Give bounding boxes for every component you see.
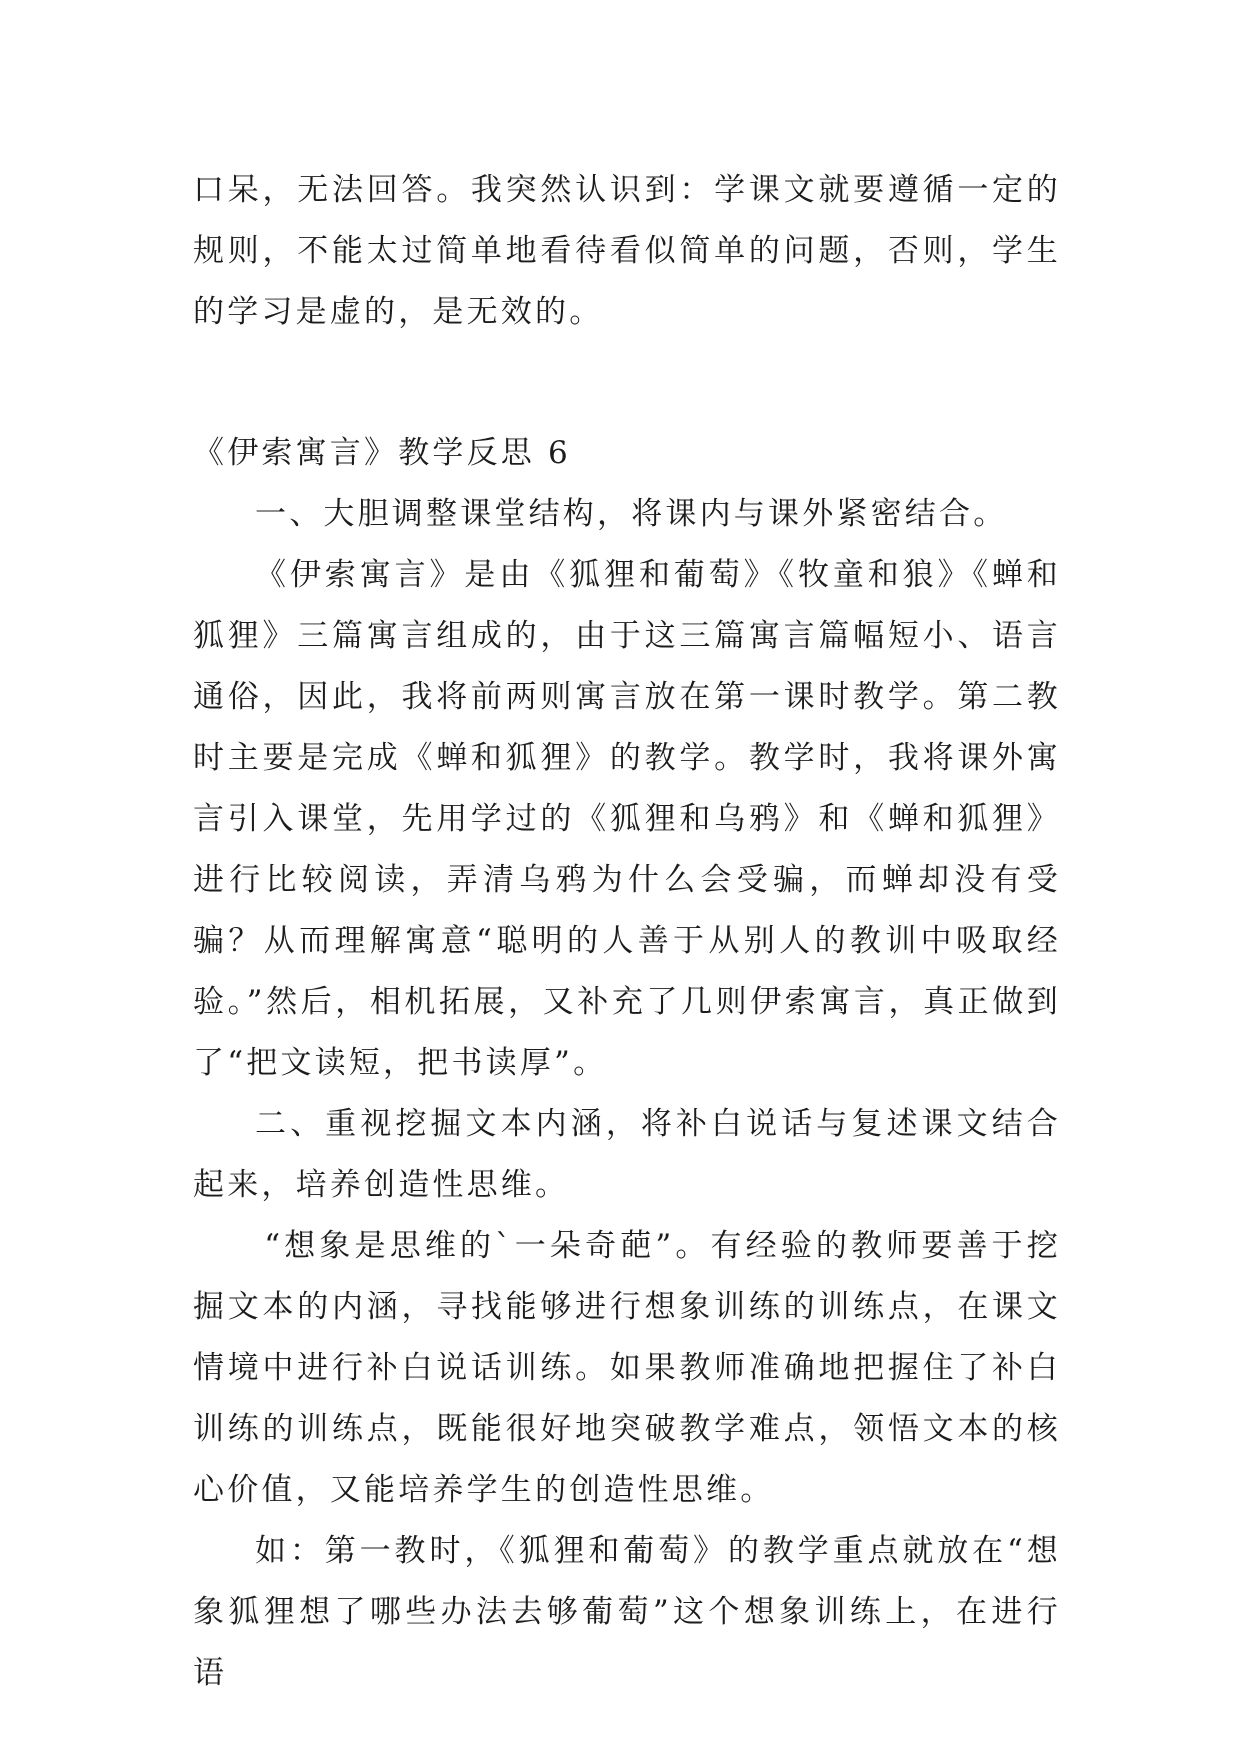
paragraph-point-two: 二、重视挖掘文本内涵，将补白说话与复述课文结合起来，培养创造性思维。 bbox=[193, 1106, 1061, 1203]
paragraph-example: 如：第一教时，《狐狸和葡萄》的教学重点就放在“想象狐狸想了哪些办法去够葡萄”这个想象训练上，在进行语 bbox=[193, 1533, 1061, 1691]
document-body bbox=[193, 160, 1061, 1704]
section-gap bbox=[193, 343, 1061, 423]
paragraph-body-one: 《伊索寓言》是由《狐狸和葡萄》《牧童和狼》《蝉和狐狸》三篇寓言组成的，由于这三篇寓言篇幅短小、语言通俗，因此，我将前两则寓言放在第一课时教学。第二教时主要是完成《蝉和狐狸》的教学。教学时，我将课外寓言引入课堂，先用学过的《狐狸和乌鸦》和《蝉和狐狸》进行比较阅读，弄清乌鸦为什么会受骗，而蝉却没有受骗？从而理解寓意“聪明的人善于从别人的教训中吸取经验。”然后，相机拓展，又补充了几则伊索寓言，真正做到了“把文读短，把书读厚”。 bbox=[193, 557, 1061, 1081]
paragraph-point-one: 一、大胆调整课堂结构，将课内与课外紧密结合。 bbox=[255, 496, 1008, 532]
paragraph-body-two: “想象是思维的`一朵奇葩”。有经验的教师要善于挖掘文本的内涵，寻找能够进行想象训练的训练点，在课文情境中进行补白说话训练。如果教师准确地把握住了补白训练的训练点，既能很好地突破教学难点，领悟文本的核心价值，又能培养学生的创造性思维。 bbox=[193, 1228, 1061, 1508]
section-heading: 《伊索寓言》教学反思 6 bbox=[193, 435, 571, 471]
paragraph-continuation: 口呆，无法回答。我突然认识到：学课文就要遵循一定的规则，不能太过简单地看待看似简单的问题，否则，学生的学习是虚的，是无效的。 bbox=[193, 172, 1061, 330]
